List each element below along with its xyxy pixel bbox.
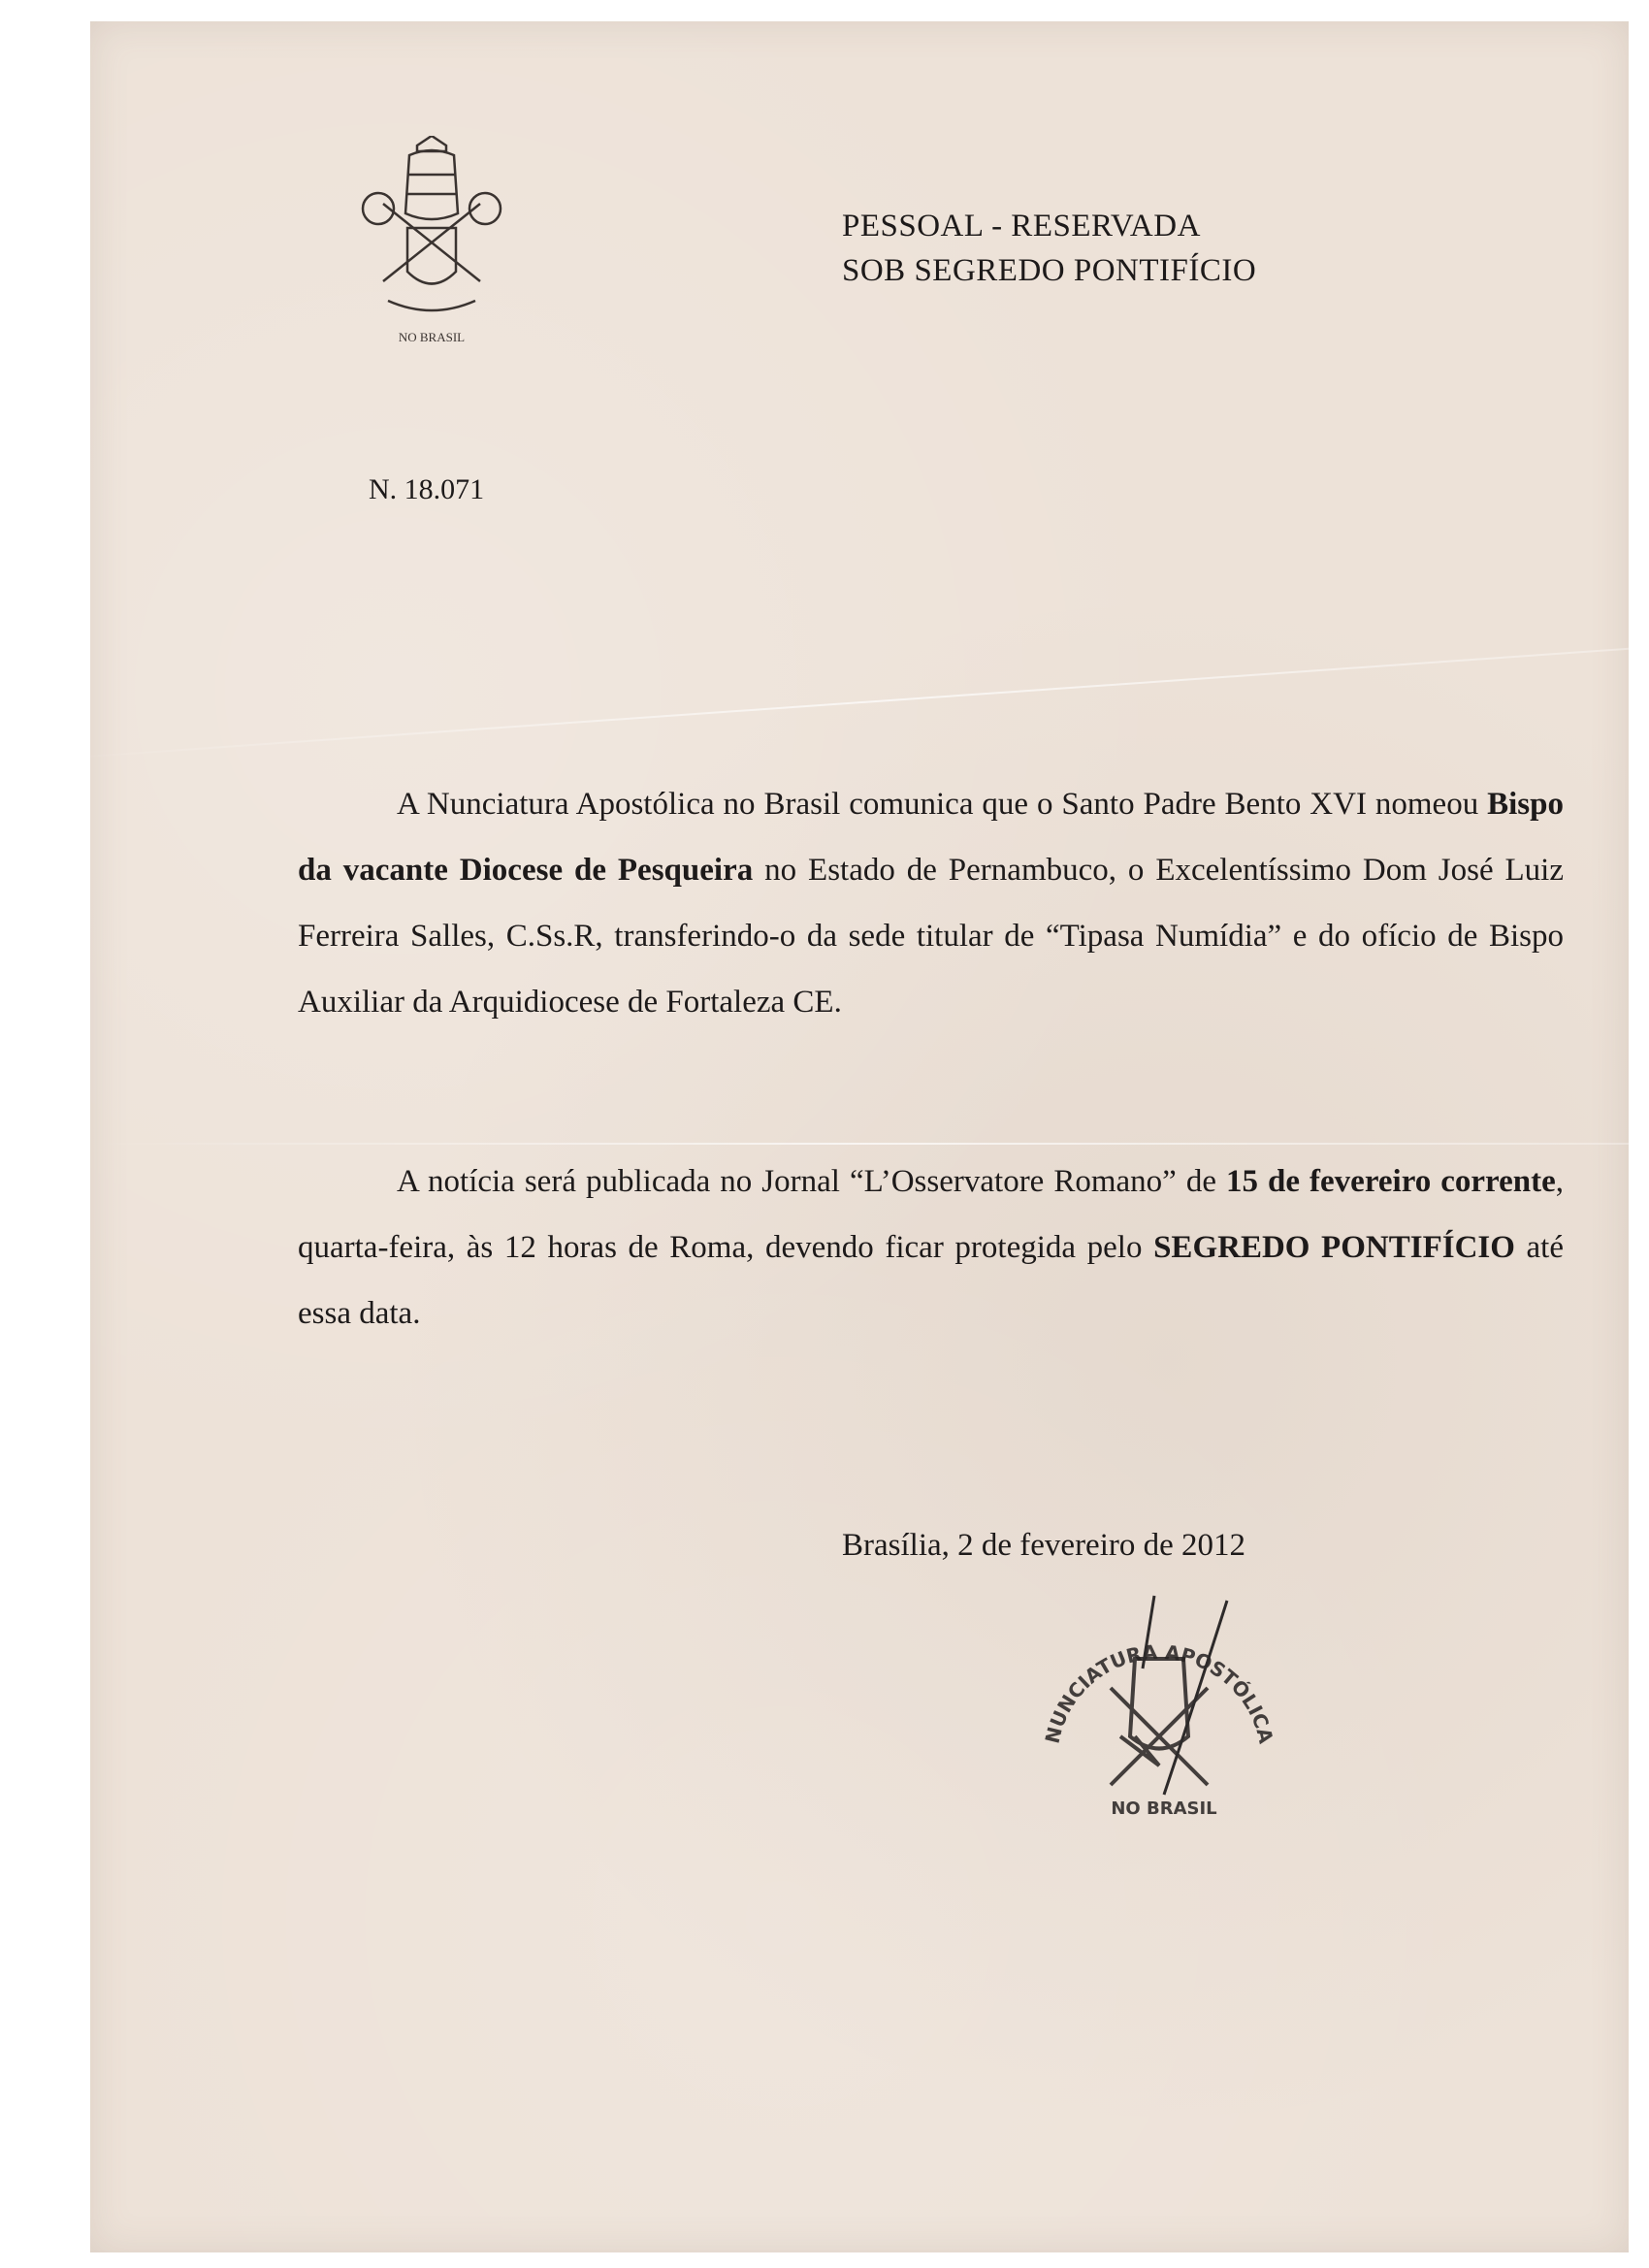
- official-stamp: [1018, 1591, 1300, 1833]
- paper-fold: [90, 1143, 1629, 1145]
- bold-text: 15 de fevereiro corrente: [1226, 1164, 1556, 1199]
- classification-line2: SOB SEGREDO PONTIFÍCIO: [842, 253, 1257, 288]
- stamp-bottom-text: NO BRASIL: [1111, 1798, 1217, 1819]
- paragraph-text: , quarta-feira, às 12 horas de Roma, devendo ficar protegida pelo: [298, 1164, 1564, 1265]
- bold-text: SEGREDO PONTIFÍCIO: [1153, 1230, 1515, 1265]
- reference-number: N. 18.071: [369, 473, 485, 505]
- stamp-arc-text: NUNCIATURA APOSTÓLICA: [1040, 1639, 1278, 1746]
- place-and-date: Brasília, 2 de fevereiro de 2012: [842, 1528, 1246, 1563]
- paragraph-text: A Nunciatura Apostólica no Brasil comunica que o Santo Padre Bento XVI nomeou: [397, 787, 1488, 822]
- classification-header: [842, 204, 1256, 293]
- paragraph-text: A notícia será publicada no Jornal “L’Osservatore Romano” de: [397, 1164, 1227, 1199]
- paragraph-appointment: [298, 771, 1564, 1035]
- tiara-icon: [405, 150, 458, 219]
- letter-sheet: [90, 21, 1629, 2252]
- paper-fold: [90, 643, 1629, 761]
- svg-text:NUNCIATURA APOSTÓLICA: [1041, 1640, 1278, 1746]
- seal-bottom-text: NO BRASIL: [398, 330, 466, 344]
- classification-line1: PESSOAL - RESERVADA: [842, 209, 1201, 243]
- papal-crest-seal: [291, 136, 572, 349]
- paragraph-text: no Estado de Pernambuco, o Excelentíssimo Dom José Luiz Ferreira Salles, C.Ss.R, transferindo-o da sede titular de “Tipasa Numídia” e do ofício de Bispo Auxiliar da Arquidiocese de Fortaleza CE.: [298, 853, 1564, 1020]
- cross-icon: [417, 136, 446, 151]
- paragraph-text: até essa data.: [298, 1230, 1564, 1331]
- paragraph-publication: [298, 1149, 1564, 1346]
- bold-text: Bispo da vacante Diocese de Pesqueira: [298, 787, 1564, 888]
